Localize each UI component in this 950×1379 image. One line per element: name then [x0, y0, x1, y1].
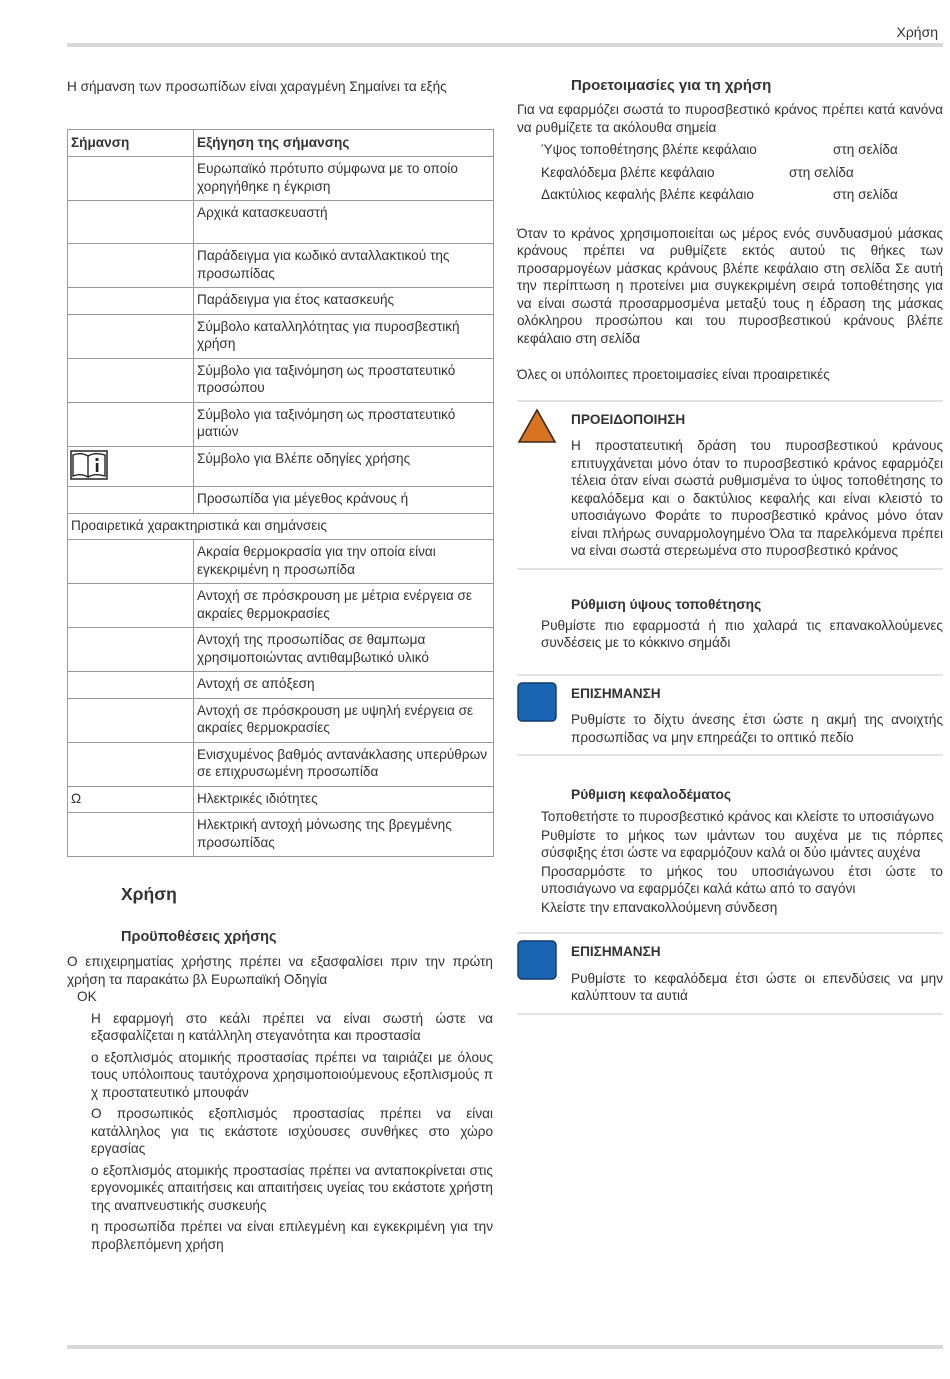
table-row	[68, 446, 494, 487]
table-cell: Σύμβολο για ταξινόμηση ως προστατευτικό προσώπου	[194, 358, 494, 402]
table-cell: Σύμβολο για ταξινόμηση ως προστατευτικό ματιών	[194, 402, 494, 446]
table-header-explanation: Εξήγηση της σήμανσης	[194, 129, 494, 157]
table-row	[68, 201, 494, 244]
list-item	[541, 186, 943, 204]
marking-table	[67, 129, 494, 858]
page-ref: στη σελίδα	[833, 142, 898, 157]
list-item: Προσαρμόστε το μήκος του υποσιάγωνου έτσι ώστε το υποσιάγωνο να εφαρμόζει καλά κάτω από το σαγόνι	[541, 863, 943, 896]
table-header-marking: Σήμανση	[68, 129, 194, 157]
combination-text: Όταν το κράνος χρησιμοποιείται ως μέρος ενός συνδυασμού μάσκας κράνους πρέπει να ρυθμίζετε εκτός αυτού τις θήκες των προσαρμογέων μάσκας κράνους βλέπε κεφάλαιο στη σελίδα Σε αυτή την περίπτωση η προτείνει μια συγκεκριμένη σειρά τοποθέτησης για να είναι σωστά προσαρμοσμένα μεταξύ τους η έδραση της μάσκας ολόκληρου προσώπου και του πυροσβεστικού κράνους βλέπε κεφάλαιο στη σελίδα	[517, 225, 943, 346]
headband-steps	[541, 808, 943, 916]
preparation-heading: Προετοιμασίες για τη χρήση	[571, 77, 772, 94]
table-row	[68, 487, 494, 514]
warning-box	[517, 400, 943, 570]
omega-symbol: Ω	[68, 786, 194, 813]
right-column	[517, 76, 943, 1015]
list-item-text: Ύψος τοποθέτησης βλέπε κεφάλαιο	[541, 142, 757, 157]
table-row-optional-label	[68, 513, 494, 540]
table-header-row	[68, 129, 494, 157]
list-item: Ρυθμίστε το μήκος των ιμάντων του αυχένα με τις πόρπες σύσφιξης έτσι ώστε να εφαρμόζουν καλά οι δύο ιμάντες αυχένα	[541, 827, 943, 860]
page-ref: στη σελίδα	[789, 164, 854, 180]
table-row	[68, 628, 494, 672]
table-cell: Προσωπίδα για μέγεθος κράνους ή	[194, 487, 494, 514]
table-cell: Αντοχή της προσωπίδας σε θαμπωμα χρησιμοποιώντας αντιθαμβωτικό υλικό	[194, 628, 494, 672]
list-item	[541, 164, 943, 182]
headband-adjust-heading: Ρύθμιση κεφαλοδέματος	[571, 787, 732, 802]
optional-preparations-text: Όλες οι υπόλοιπες προετοιμασίες είναι προαιρετικές	[517, 367, 830, 382]
table-cell: Παράδειγμα για έτος κατασκευής	[194, 288, 494, 315]
table-cell: Σύμβολο για Βλέπε οδηγίες χρήσης	[194, 446, 494, 487]
page-ref: στη σελίδα	[833, 187, 898, 202]
read-instructions-book-icon	[70, 450, 108, 480]
table-cell: Παράδειγμα για κωδικό ανταλλακτικού της προσωπίδας	[194, 244, 494, 288]
notice-title: ΕΠΙΣΗΜΑΝΣΗ	[571, 944, 661, 959]
table-row	[68, 358, 494, 402]
optional-features-label: Προαιρετικά χαρακτηριστικά και σημάνσεις	[68, 513, 494, 540]
table-row	[68, 698, 494, 742]
preparation-list	[541, 141, 943, 204]
info-square-icon	[517, 682, 557, 727]
list-item: Ο προσωπικός εξοπλισμός προστασίας πρέπει να είναι κατάλληλος για τις εκάστοτε ισχύουσες συνθήκες στο χώρο εργασίας	[91, 1106, 493, 1156]
warning-triangle-icon	[517, 408, 557, 449]
warning-title: ΠΡΟΕΙΔΟΠΟΙΗΣΗ	[571, 411, 686, 427]
table-row	[68, 402, 494, 446]
left-column	[67, 78, 493, 1257]
table-row	[68, 786, 494, 813]
table-row	[68, 540, 494, 584]
table-cell: Ηλεκτρική αντοχή μόνωσης της βρεγμένης προσωπίδας	[194, 813, 494, 857]
list-item-text: Δακτύλιος κεφαλής βλέπε κεφάλαιο	[541, 187, 754, 202]
table-cell: Ευρωπαϊκό πρότυπο σύμφωνα με το οποίο χορηγήθηκε η έγκριση	[194, 157, 494, 201]
table-row	[68, 584, 494, 628]
header-rule	[67, 43, 943, 47]
table-cell: Αντοχή σε πρόσκρουση με μέτρια ενέργεια σε ακραίες θερμοκρασίες	[194, 584, 494, 628]
list-item: η προσωπίδα πρέπει να είναι επιλεγμένη και εγκεκριμένη για την προβλεπόμενη χρήση	[91, 1219, 493, 1252]
table-row	[68, 157, 494, 201]
list-item: ο εξοπλισμός ατομικής προστασίας πρέπει να ανταποκρίνεται στις εργονομικές απαιτήσεις και απαιτήσεις υγείας του εκάστοτε χρήστη της αναπνευστικής συσκευής	[91, 1162, 493, 1213]
table-cell: Αντοχή σε απόξεση	[194, 672, 494, 699]
height-adjust-heading: Ρύθμιση ύψους τοποθέτησης	[571, 596, 762, 612]
table-row	[68, 813, 494, 857]
table-cell: Αρχικά κατασκευαστή	[194, 201, 494, 244]
list-item	[541, 141, 943, 159]
marking-intro: Η σήμανση των προσωπίδων είναι χαραγμένη Σημαίνει τα εξής	[67, 79, 447, 94]
page-header-title: Χρήση	[896, 24, 938, 40]
prerequisites-heading: Προϋποθέσεις χρήσης	[121, 929, 277, 945]
preparation-intro: Για να εφαρμόζει σωστά το πυροσβεστικό κράνος πρέπει κατά κανόνα να ρυθμίζετε τα ακόλουθα σημεία	[517, 102, 943, 135]
info-square-icon	[517, 940, 557, 985]
table-row	[68, 288, 494, 315]
table-row	[68, 672, 494, 699]
list-item: Τοποθετήστε το πυροσβεστικό κράνος και κλείστε το υποσιάγωνο	[541, 809, 935, 824]
list-item: Η εφαρμογή στο κεάλι πρέπει να είναι σωστή ώστε να εξασφαλίζεται η κατάλληλη στεγανότητα και προστασία	[91, 1010, 493, 1043]
table-cell: Ηλεκτρικές ιδιότητες	[194, 786, 494, 813]
prerequisites-list	[91, 1010, 493, 1254]
use-heading: Χρήση	[121, 884, 177, 904]
table-row	[68, 244, 494, 288]
notice-box	[517, 932, 943, 1015]
list-item-text: Κεφαλόδεμα βλέπε κεφάλαιο	[541, 164, 715, 180]
notice-text: Ρυθμίστε το κεφαλόδεμα έτσι ώστε οι επενδύσεις να μην καλύπτουν τα αυτιά	[571, 970, 943, 1003]
prerequisites-intro: Ο επιχειρηματίας χρήστης πρέπει να εξασφαλίσει πριν την πρώτη χρήση τα παρακάτω βλ Ευρωπαϊκή Οδηγία	[67, 954, 493, 987]
table-cell: Ακραία θερμοκρασία για την οποία είναι εγκεκριμένη η προσωπίδα	[194, 540, 494, 584]
ok-label: OK	[77, 989, 97, 1004]
table-row	[68, 314, 494, 358]
notice-text: Ρυθμίστε το δίχτυ άνεσης έτσι ώστε η ακμή της ανοιχτής προσωπίδας να μην επηρεάζει το οπτικό πεδίο	[571, 712, 943, 745]
table-cell: Ενισχυμένος βαθμός αντανάκλασης υπερύθρων σε επιχρυσωμένη προσωπίδα	[194, 742, 494, 786]
height-adjust-text: Ρυθμίστε πιο εφαρμοστά ή πιο χαλαρά τις επανακολλούμενες συνδέσεις με το κόκκινο σημάδι	[541, 617, 943, 650]
warning-text: Η προστατευτική δράση του πυροσβεστικού κράνους επιτυγχάνεται μόνο όταν το πυροσβεστικό κράνος εφαρμόζει τέλεια όταν είναι σωστά ρυθμισμένα το ύψος τοποθέτησης το κεφαλόδεμα και ο δακτύλιος κεφαλής και είναι κλειστό το υποσιάγωνο Φοράτε το πυροσβεστικό κράνος μόνο όταν είναι πλήρως συναρμολογημένο Όλα τα παρελκόμενα πρέπει να είναι σωστά στερεωμένα στο πυροσβεστικό κράνος	[571, 438, 943, 558]
footer-rule	[67, 1345, 943, 1349]
notice-box	[517, 674, 943, 757]
notice-title: ΕΠΙΣΗΜΑΝΣΗ	[571, 685, 661, 701]
list-item: Κλείστε την επανακολλούμενη σύνδεση	[541, 899, 778, 915]
table-row	[68, 742, 494, 786]
table-cell: Αντοχή σε πρόσκρουση με υψηλή ενέργεια σε ακραίες θερμοκρασίες	[194, 698, 494, 742]
list-item: ο εξοπλισμός ατομικής προστασίας πρέπει να ταιριάζει με όλους τους υπόλοιπους ταυτόχρονα χρησιμοποιούμενους εξοπλισμούς π χ προστατευτικό μπουφάν	[91, 1049, 493, 1100]
table-cell: Σύμβολο καταλληλότητας για πυροσβεστική χρήση	[194, 314, 494, 358]
